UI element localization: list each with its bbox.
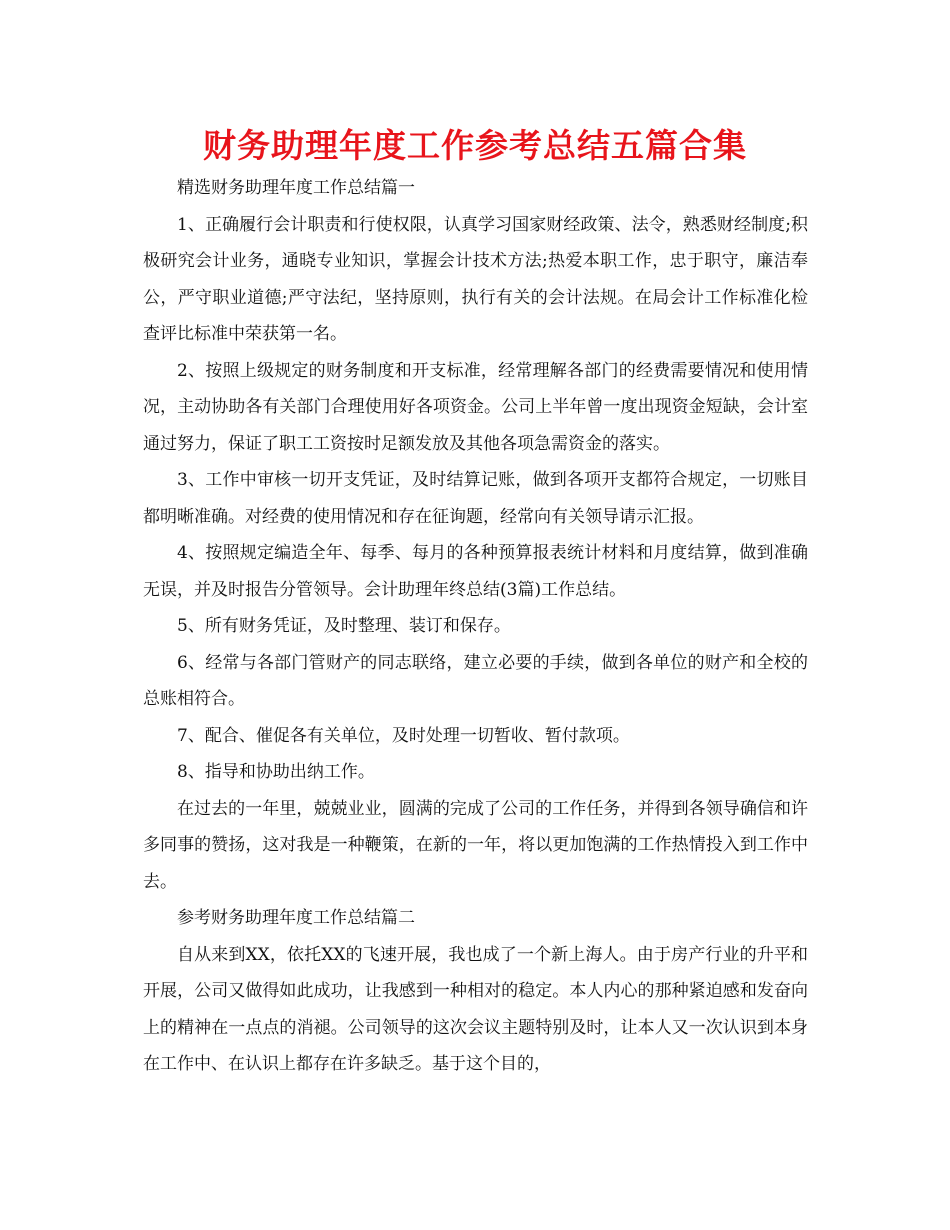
section-heading-two: 参考财务助理年度工作总结篇二 bbox=[177, 908, 415, 928]
paragraph-intro-two: 自从来到XX，依托XX的飞速开展，我也成了一个新上海人。由于房产行业的升平和开展，公司又做得如此成功，让我感到一种相对的稳定。本人内心的那种紧迫感和发奋向上的精神在一点点的消褪。公司领导的这次会议主题特别及时，让本人又一次认识到本身在工作中、在认识上都存在许多缺乏。基于这个目的， bbox=[143, 944, 808, 1074]
paragraph-item-2: 2、按照上级规定的财务制度和开支标准，经常理解各部门的经费需要情况和使用情况，主动协助各有关部门合理使用好各项资金。公司上半年曾一度出现资金短缺，会计室通过努力，保证了职工工资按时足额发放及其他各项急需资金的落实。 bbox=[143, 360, 808, 454]
section-heading-one: 精选财务助理年度工作总结篇一 bbox=[177, 178, 415, 198]
paragraph-item-1: 1、正确履行会计职责和行使权限，认真学习国家财经政策、法令，熟悉财经制度;积极研究会计业务，通晓专业知识，掌握会计技术方法;热爱本职工作，忠于职守，廉洁奉公，严守职业道德;严守法纪，坚持原则，执行有关的会计法规。在局会计工作标准化检查评比标准中荣获第一名。 bbox=[143, 214, 808, 344]
paragraph-summary: 在过去的一年里，兢兢业业，圆满的完成了公司的工作任务，并得到各领导确信和许多同事的赞扬，这对我是一种鞭策，在新的一年，将以更加饱满的工作热情投入到工作中去。 bbox=[143, 798, 808, 892]
paragraph-item-8: 8、指导和协助出纳工作。 bbox=[177, 762, 375, 782]
paragraph-item-6: 6、经常与各部门管财产的同志联络，建立必要的手续，做到各单位的财产和全校的总账相符合。 bbox=[143, 652, 808, 709]
paragraph-item-3: 3、工作中审核一切开支凭证，及时结算记账，做到各项开支都符合规定，一切账目都明晰准确。对经费的使用情况和存在征询题，经常向有关领导请示汇报。 bbox=[143, 470, 808, 527]
paragraph-item-7: 7、配合、催促各有关单位，及时处理一切暂收、暂付款项。 bbox=[177, 725, 630, 746]
document-title: 财务助理年度工作参考总结五篇合集 bbox=[203, 126, 747, 165]
paragraph-item-5: 5、所有财务凭证，及时整理、装订和保存。 bbox=[177, 616, 511, 636]
paragraph-item-4: 4、按照规定编造全年、每季、每月的各种预算报表统计材料和月度结算，做到准确无误，并及时报告分管领导。会计助理年终总结(3篇)工作总结。 bbox=[143, 543, 808, 600]
document-body bbox=[143, 170, 808, 1083]
